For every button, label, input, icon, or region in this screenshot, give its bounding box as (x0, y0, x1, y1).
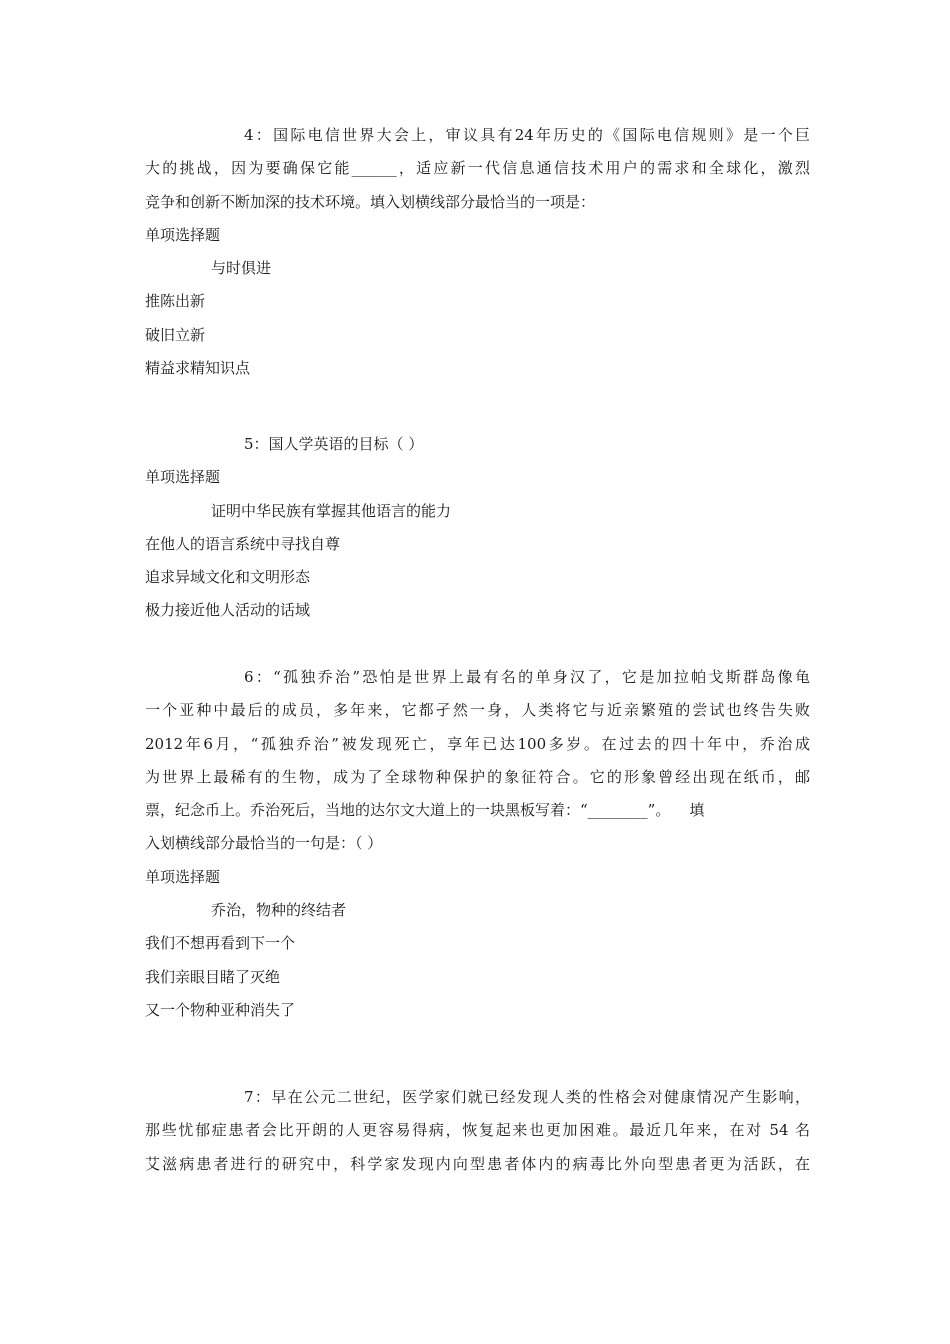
option-a[interactable]: 与时俱进 (211, 259, 272, 278)
question-stem-line: 大的挑战，因为要确保它能______，适应新一代信息通信技术用户的需求和全球化，激烈 (145, 159, 810, 178)
option-d[interactable]: 又一个物种亚种消失了 (145, 1000, 296, 1019)
option-a[interactable]: 乔治，物种的终结者 (211, 901, 347, 920)
question-stem-line: 一个亚种中最后的成员，多年来，它都孑然一身，人类将它与近亲繁殖的尝试也终告失败 (145, 701, 810, 720)
question-type-label: 单项选择题 (145, 867, 221, 886)
question-stem-line: 4：国际电信世界大会上，审议具有24年历史的《国际电信规则》是一个巨 (244, 126, 810, 144)
question-stem-line: 为世界上最稀有的生物，成为了全球物种保护的象征符合。它的形象曾经出现在纸币，邮 (145, 767, 810, 786)
option-a[interactable]: 证明中华民族有掌握其他语言的能力 (211, 501, 452, 520)
question-stem-line: 入划横线部分最恰当的一句是：（ ） (145, 834, 383, 853)
question-stem-line: 5：国人学英语的目标（ ） (244, 435, 424, 453)
question-stem-line: 票，纪念币上。乔治死后，当地的达尔文大道上的一块黑板写着：“________”。 填 (145, 801, 705, 820)
option-c[interactable]: 我们亲眼目睹了灭绝 (145, 967, 281, 986)
option-b[interactable]: 在他人的语言系统中寻找自尊 (145, 534, 341, 553)
question-7 (145, 1081, 810, 1181)
option-d[interactable]: 精益求精知识点 (145, 359, 251, 378)
option-b[interactable]: 推陈出新 (145, 292, 206, 311)
question-stem-line: 2012年6月，“孤独乔治”被发现死亡，享年已达100多岁。在过去的四十年中，乔治成 (145, 734, 810, 753)
question-6 (145, 661, 810, 1027)
option-d[interactable]: 极力接近他人活动的话域 (145, 601, 311, 620)
option-b[interactable]: 我们不想再看到下一个 (145, 934, 296, 953)
option-c[interactable]: 追求异域文化和文明形态 (145, 568, 311, 587)
question-stem-line: 艾滋病患者进行的研究中，科学家发现内向型患者体内的病毒比外向型患者更为活跃，在 (145, 1154, 810, 1173)
question-type-label: 单项选择题 (145, 225, 221, 244)
question-stem-line: 6：“孤独乔治”恐怕是世界上最有名的单身汉了，它是加拉帕戈斯群岛像龟 (244, 668, 810, 686)
question-type-label: 单项选择题 (145, 468, 221, 487)
option-c[interactable]: 破旧立新 (145, 325, 206, 344)
question-stem-line: 7：早在公元二世纪，医学家们就已经发现人类的性格会对健康情况产生影响， (244, 1088, 810, 1106)
question-5 (145, 428, 810, 628)
question-stem-line: 竞争和创新不断加深的技术环境。填入划横线部分最恰当的一项是： (145, 192, 596, 211)
question-stem-line: 那些忧郁症患者会比开朗的人更容易得病，恢复起来也更加困难。最近几年来，在对 54 名 (145, 1121, 810, 1140)
question-4 (145, 119, 810, 385)
